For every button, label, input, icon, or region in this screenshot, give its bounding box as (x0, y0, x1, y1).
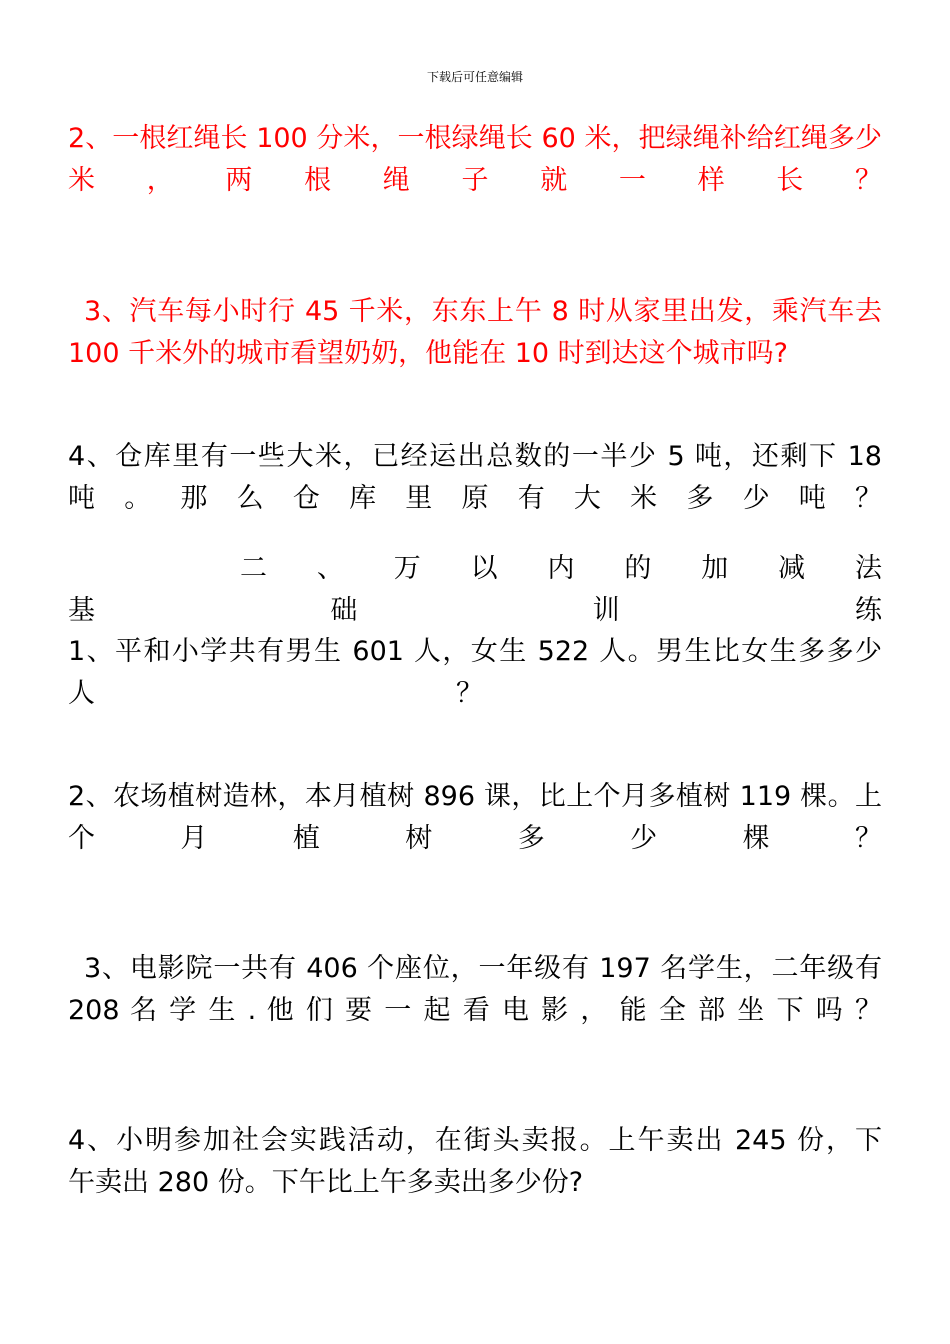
problem-line: 4、仓库里有一些大米，已经运出总数的一半少 5 吨，还剩下 18 (68, 441, 882, 472)
problem-line: 吨 。 那 么 仓 库 里 原 有 大 米 多 少 吨 ？ (68, 483, 882, 514)
problem-line: 3、电影院一共有 406 个座位，一年级有 197 名学生，二年级有 (84, 953, 882, 984)
problem-line: 2、一根红绳长 100 分米，一根绿绳长 60 米，把绿绳补给红绳多少 (68, 123, 882, 154)
problem-line: 208 名 学 生 . 他 们 要 一 起 看 电 影 ， 能 全 部 坐 下 吗 ？ (68, 995, 882, 1026)
problem-line: 2、农场植树造林，本月植树 896 课，比上个月多植树 119 棵。上 (68, 781, 882, 812)
problem-2-tree-planting (68, 776, 882, 860)
problem-line: 3、汽车每小时行 45 千米，东东上午 8 时从家里出发，乘汽车去 (84, 296, 882, 327)
section-title-line: 二 、 万 以 内 的 加 减 法 (240, 553, 882, 584)
section-title (68, 548, 882, 632)
problem-line: 100 千米外的城市看望奶奶，他能在 10 时到达这个城市吗? (68, 338, 788, 369)
problem-4-newspapers (68, 1120, 882, 1204)
page-header: 下载后可任意编辑 (426, 70, 523, 84)
problem-4-rice-warehouse (68, 436, 882, 520)
problem-2-red-rope (68, 118, 882, 202)
problem-line: 4、小明参加社会实践活动，在街头卖报。上午卖出 245 份，下 (68, 1125, 882, 1156)
problem-line: 米 ， 两 根 绳 子 就 一 样 长 ？ (68, 165, 882, 196)
problem-3-car-trip (68, 291, 882, 375)
problem-line: 人 ？ (68, 678, 483, 709)
problem-3-cinema (68, 948, 882, 1032)
problem-line: 个 月 植 树 多 少 棵 ？ (68, 823, 882, 854)
problem-line: 1、平和小学共有男生 601 人，女生 522 人。男生比女生多多少 (68, 636, 882, 667)
problem-1-students (68, 631, 882, 715)
section-title-line: 基 础 训 练 (68, 595, 882, 626)
problem-line: 午卖出 280 份。下午比上午多卖出多少份? (68, 1167, 584, 1198)
